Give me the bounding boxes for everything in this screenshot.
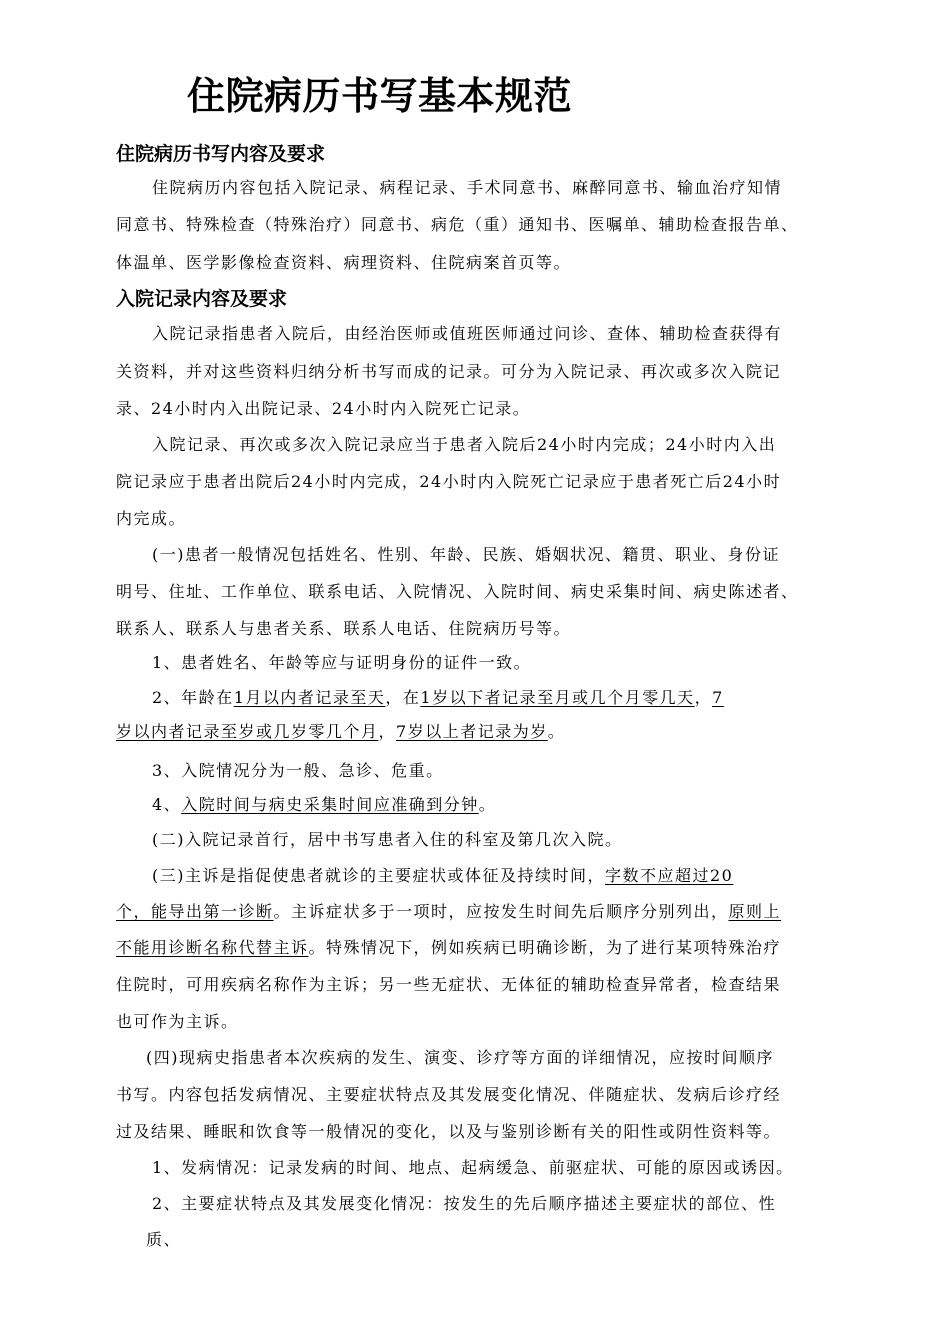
paragraph-line [152, 865, 733, 887]
underlined-text: 不能用诊断名称代替主诉 [116, 938, 309, 957]
underlined-text: 7岁以上者记录为岁 [396, 722, 548, 741]
list-item: 2、主要症状特点及其发展变化情况：按发生的先后顺序描述主要症状的部位、性 [152, 1194, 777, 1213]
text-run: 2、年龄在 [152, 688, 234, 707]
paragraph-line: 住院时，可用疾病名称作为主诉；另一些无症状、无体征的辅助检查异常者，检查结果 [116, 975, 782, 994]
underlined-text: 原则上 [728, 902, 782, 921]
list-item: 1、患者姓名、年龄等应与证明身份的证件一致。 [152, 653, 532, 672]
paragraph-line: 书写。内容包括发病情况、主要症状特点及其发展变化情况、伴随症状、发病后诊疗经 [116, 1085, 782, 1104]
text-run: 。 [478, 795, 497, 814]
paragraph-line [116, 937, 781, 959]
text-run: 4、 [152, 795, 182, 814]
paragraph-line: 关资料，并对这些资料归纳分析书写而成的记录。可分为入院记录、再次或多次入院记 [116, 362, 782, 381]
paragraph-line: (二)入院记录首行，居中书写患者入住的科室及第几次入院。 [152, 830, 623, 849]
paragraph-line: 明号、住址、工作单位、联系电话、入院情况、入院时间、病史采集时间、病史陈述者、 [116, 582, 799, 601]
paragraph-line: 过及结果、睡眠和饮食等一般情况的变化，以及与鉴别诊断有关的阳性或阴性资料等。 [116, 1122, 782, 1141]
text-run: 。主诉症状多于一项时，应按发生时间先后顺序分别列出， [273, 902, 729, 921]
paragraph-line: 录、24小时内入出院记录、24小时内入院死亡记录。 [116, 399, 531, 418]
paragraph-line: (四)现病史指患者本次疾病的发生、演变、诊疗等方面的详细情况，应按时间顺序 [146, 1048, 774, 1067]
paragraph-line: 同意书、特殊检查（特殊治疗）同意书、病危（重）通知书、医嘱单、辅助检查报告单、 [116, 215, 799, 234]
paragraph-line [116, 901, 781, 923]
paragraph-line: (一)患者一般情况包括姓名、性别、年龄、民族、婚姻状况、籍贯、职业、身份证 [152, 545, 780, 564]
text-run: 。 [547, 722, 566, 741]
paragraph-line: 质、 [146, 1230, 182, 1249]
underlined-text: 7 [712, 688, 724, 707]
text-run: 。特殊情况下，例如疾病已明确诊断，为了进行某项特殊治疗 [308, 938, 782, 957]
text-run: ，在 [385, 688, 421, 707]
list-item: 3、入院情况分为一般、急诊、危重。 [152, 761, 444, 780]
paragraph-line: 联系人、联系人与患者关系、联系人电话、住院病历号等。 [116, 619, 572, 638]
paragraph-line: 住院病历内容包括入院记录、病程记录、手术同意书、麻醉同意书、输血治疗知情 [152, 178, 783, 197]
underlined-text: 字数不应超过20 [605, 866, 734, 885]
text-run: ， [694, 688, 713, 707]
paragraph-line: 体温单、医学影像检查资料、病理资料、住院病案首页等。 [116, 253, 572, 272]
underlined-text: 1岁以下者记录至月或几个月零几天 [420, 688, 695, 707]
underlined-text: 岁以内者记录至岁或几岁零几个月 [116, 722, 379, 741]
paragraph-line: 也可作为主诉。 [116, 1012, 239, 1031]
underlined-text: 个，能导出第一诊断 [116, 902, 274, 921]
section-heading-content-requirements: 住院病历书写内容及要求 [116, 143, 326, 165]
paragraph-line: 院记录应于患者出院后24小时内完成，24小时内入院死亡记录应于患者死亡后24小时 [116, 472, 782, 491]
list-item-age-continued [116, 721, 565, 743]
page-title: 住院病历书写基本规范 [187, 74, 573, 118]
list-item-age [152, 687, 724, 709]
paragraph-line: 入院记录、再次或多次入院记录应当于患者入院后24小时内完成；24小时内入出 [152, 435, 777, 454]
text-run: ， [378, 722, 397, 741]
paragraph-line: 内完成。 [116, 509, 187, 528]
underlined-text: 1月以内者记录至天 [233, 688, 386, 707]
list-item [152, 794, 496, 816]
list-item: 1、发病情况：记录发病的时间、地点、起病缓急、前驱症状、可能的原因或诱因。 [152, 1158, 794, 1177]
text-run: (三)主诉是指促使患者就诊的主要症状或体征及持续时间， [152, 866, 605, 885]
underlined-text: 入院时间与病史采集时间应准确到分钟 [181, 795, 479, 814]
section-heading-admission-record: 入院记录内容及要求 [116, 288, 288, 310]
paragraph-line: 入院记录指患者入院后，由经治医师或值班医师通过问诊、查体、辅助检查获得有 [152, 324, 783, 343]
